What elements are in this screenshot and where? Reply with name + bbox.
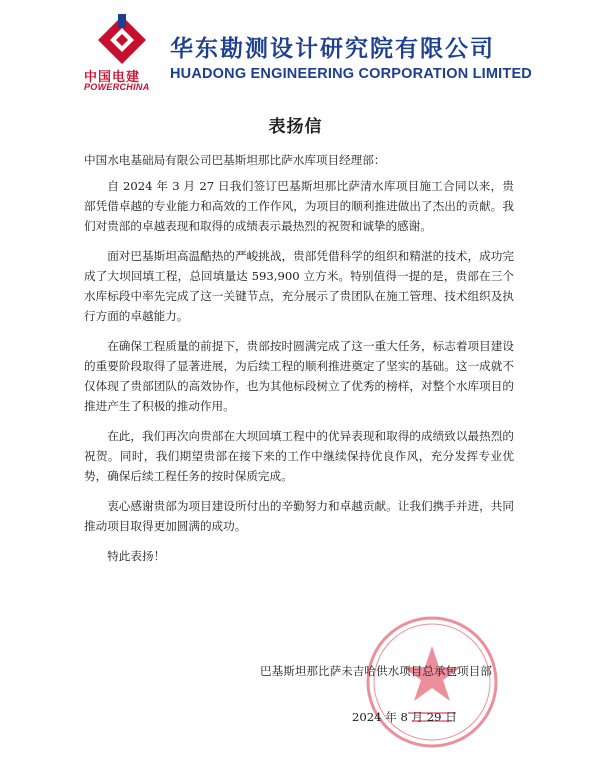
- paragraph: 面对巴基斯坦高温酷热的严峻挑战，贵部凭借科学的组织和精湛的技术，成功完成了大坝回填工程，总回填量达 593,900 立方米。特别值得一提的是，贵部在三个水库标段中率先完成了这一关键节点，充分展示了贵团队在施工管理、技术组织及执行方面的卓越能力。: [84, 249, 514, 323]
- logo-english-name: POWERCHINA: [84, 82, 150, 92]
- paragraph: 在确保工程质量的前提下，贵部按时圆满完成了这一重大任务，标志着项目建设的重要阶段取得了显著进展，为后续工程的顺利推进奠定了坚实的基础。这一成就不仅体现了贵部团队的高效协作，也为其他标段树立了优秀的榜样，对整个水库项目的推进产生了积极的推动作用。: [84, 339, 514, 413]
- salutation: 中国水电基础局有限公司巴基斯坦那比萨水库项目经理部：: [84, 153, 386, 167]
- paragraph: 在此，我们再次向贵部在大坝回填工程中的优异表现和取得的成绩致以最热烈的祝贺。同时，我们期望贵部在接下来的工作中继续保持优良作风，充分发挥专业优势，确保后续工程任务的按时保质完成。: [84, 429, 514, 483]
- powerchina-logo-icon: [96, 14, 148, 66]
- organization-english-name: HUADONG ENGINEERING CORPORATION LIMITED: [170, 66, 532, 82]
- paragraph: 特此表扬！: [107, 549, 166, 563]
- signer-name: 巴基斯坦那比萨未吉哈供水项目总承包项目部: [260, 664, 492, 678]
- organization-chinese-name: 华东勘测设计研究院有限公司: [170, 36, 495, 62]
- letter-body: [84, 150, 514, 576]
- official-seal-stamp: [362, 612, 502, 752]
- letterhead: [0, 0, 591, 100]
- letter-date: 2024 年 8 月 29 日: [352, 710, 457, 724]
- letter-title: 表扬信: [268, 117, 323, 137]
- paragraph: 衷心感谢贵部为项目建设所付出的辛勤努力和卓越贡献。让我们携手并进，共同推动项目取得更加圆满的成功。: [84, 499, 514, 533]
- paragraph: 自 2024 年 3 月 27 日我们签订巴基斯坦那比萨清水库项目施工合同以来，贵部凭借卓越的专业能力和高效的工作作风，为项目的顺利推进做出了杰出的贡献。我们对贵部的卓越表现和取得的成绩表示最热烈的祝贺和诚挚的感谢。: [84, 179, 514, 233]
- logo-chinese-name: 中国电建: [84, 70, 141, 85]
